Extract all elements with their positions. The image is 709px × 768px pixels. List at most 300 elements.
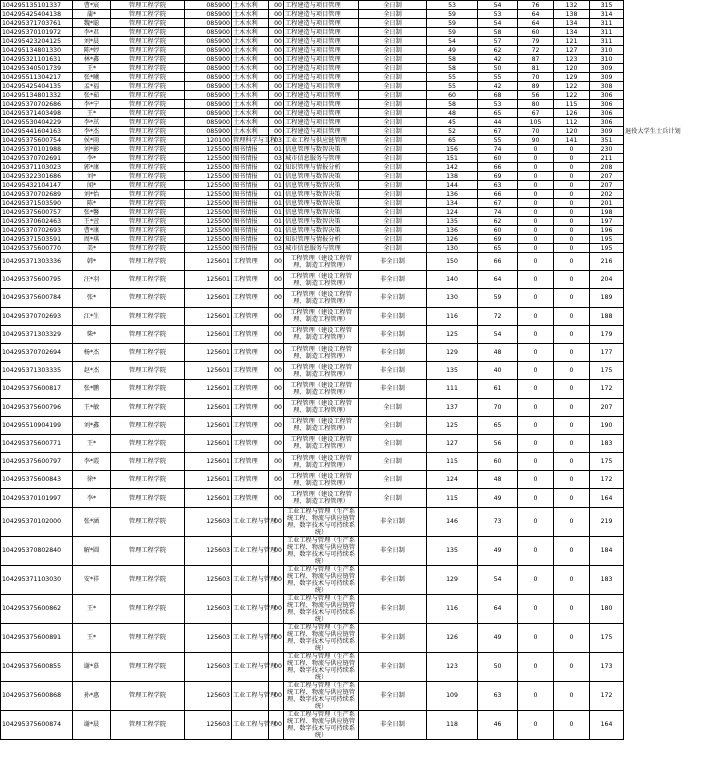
table-body [1,1,709,740]
college-name: 管理工程学院 [111,681,185,710]
major-code: 125601 [185,453,232,471]
preliminary-score-4: 127 [554,46,590,55]
preliminary-score-1: 53 [427,1,478,10]
total-score: 198 [590,208,624,217]
preliminary-score-2: 54 [478,1,518,10]
candidate-name: 安*祥 [73,565,111,594]
major-code: 125500 [185,235,232,244]
direction-code: 00 [269,55,284,64]
special-program-note [624,28,709,37]
major-code: 125500 [185,217,232,226]
table-row [1,453,709,471]
candidate-id: 104295375600868 [1,681,73,710]
candidate-name: 柴* [73,325,111,343]
preliminary-score-3: 0 [518,244,554,253]
total-score: 188 [590,307,624,325]
major-name: 图书情报 [232,190,269,199]
direction-name: 信息管理与数智决策 [284,145,359,154]
table-row [1,507,709,536]
direction-name: 工程建造与项目管理 [284,55,359,64]
table-row [1,217,709,226]
preliminary-score-3: 0 [518,489,554,507]
candidate-name: 刘*鑫 [73,416,111,434]
preliminary-score-1: 126 [427,623,478,652]
college-name: 管理工程学院 [111,1,185,10]
major-name: 土木水利 [232,109,269,118]
college-name: 管理工程学院 [111,91,185,100]
college-name: 管理工程学院 [111,226,185,235]
preliminary-score-4: 0 [554,623,590,652]
major-code: 085900 [185,109,232,118]
college-name: 管理工程学院 [111,73,185,82]
special-program-note [624,19,709,28]
preliminary-score-4: 0 [554,325,590,343]
major-code: 125500 [185,163,232,172]
preliminary-score-2: 58 [478,28,518,37]
preliminary-score-3: 0 [518,471,554,489]
direction-name: 工程管理（建设工程管理、制造工程管理） [284,253,359,271]
candidate-name: 李*霞 [73,453,111,471]
preliminary-score-1: 116 [427,307,478,325]
major-name: 工业工程与管理 [232,594,269,623]
preliminary-score-3: 0 [518,325,554,343]
preliminary-score-2: 46 [478,710,518,739]
table-row [1,136,709,145]
candidate-name: 王* [73,623,111,652]
major-code: 125601 [185,398,232,416]
preliminary-score-4: 0 [554,208,590,217]
major-name: 工程管理 [232,325,269,343]
candidate-name: 赵*杰 [73,362,111,380]
preliminary-score-3: 0 [518,145,554,154]
preliminary-score-1: 129 [427,565,478,594]
major-code: 125500 [185,199,232,208]
total-score: 306 [590,109,624,118]
total-score: 196 [590,226,624,235]
candidate-id: 104295375600757 [1,208,73,217]
college-name: 管理工程学院 [111,199,185,208]
direction-name: 工程建造与项目管理 [284,10,359,19]
preliminary-score-4: 0 [554,181,590,190]
preliminary-score-4: 0 [554,307,590,325]
major-code: 125500 [185,154,232,163]
table-row [1,145,709,154]
major-name: 工程管理 [232,271,269,289]
study-mode: 全日制 [359,37,427,46]
candidate-name: 徐* [73,471,111,489]
preliminary-score-4: 0 [554,244,590,253]
study-mode: 非全日制 [359,652,427,681]
preliminary-score-2: 62 [478,46,518,55]
candidate-id: 104295375600862 [1,594,73,623]
major-name: 工程管理 [232,343,269,361]
study-mode: 全日制 [359,109,427,118]
table-row [1,565,709,594]
college-name: 管理工程学院 [111,37,185,46]
major-name: 土木水利 [232,118,269,127]
preliminary-score-3: 0 [518,652,554,681]
college-name: 管理工程学院 [111,453,185,471]
special-program-note [624,307,709,325]
preliminary-score-4: 141 [554,136,590,145]
special-program-note [624,55,709,64]
direction-name: 知识管理与情报分析 [284,163,359,172]
major-name: 图书情报 [232,199,269,208]
college-name: 管理工程学院 [111,127,185,136]
study-mode: 全日制 [359,55,427,64]
direction-code: 03 [269,136,284,145]
special-program-note [624,507,709,536]
preliminary-score-1: 52 [427,127,478,136]
candidate-id: 104295370602463 [1,217,73,226]
special-program-note [624,594,709,623]
special-program-note [624,271,709,289]
major-code: 085900 [185,127,232,136]
college-name: 管理工程学院 [111,325,185,343]
preliminary-score-3: 0 [518,594,554,623]
table-row [1,37,709,46]
candidate-id: 104295370102000 [1,507,73,536]
major-code: 125601 [185,362,232,380]
major-name: 土木水利 [232,1,269,10]
preliminary-score-4: 0 [554,652,590,681]
preliminary-score-3: 0 [518,253,554,271]
major-name: 工程管理 [232,380,269,398]
candidate-id: 104295321101631 [1,55,73,64]
preliminary-score-4: 0 [554,289,590,307]
major-name: 工业工程与管理 [232,536,269,565]
direction-name: 信息管理与数智决策 [284,172,359,181]
preliminary-score-1: 111 [427,380,478,398]
direction-code: 00 [269,64,284,73]
direction-code: 00 [269,118,284,127]
candidate-name: 解*圆 [73,536,111,565]
college-name: 管理工程学院 [111,343,185,361]
major-code: 125500 [185,181,232,190]
total-score: 172 [590,681,624,710]
direction-name: 工程建造与项目管理 [284,37,359,46]
preliminary-score-2: 48 [478,343,518,361]
candidate-name: 王* [73,109,111,118]
preliminary-score-1: 59 [427,10,478,19]
table-row [1,127,709,136]
direction-name: 工业工程与管理（生产系统工程、物流与供应链管理、数字技术与可持续系统） [284,652,359,681]
total-score: 179 [590,325,624,343]
direction-name: 工程建造与项目管理 [284,1,359,10]
direction-code: 00 [269,710,284,739]
candidate-id: 104295375600771 [1,434,73,452]
preliminary-score-1: 140 [427,271,478,289]
special-program-note [624,1,709,10]
candidate-id: 104295375600891 [1,623,73,652]
table-row [1,208,709,217]
major-code: 125601 [185,289,232,307]
special-program-note [624,235,709,244]
preliminary-score-1: 126 [427,235,478,244]
candidate-id: 104295370802840 [1,536,73,565]
major-code: 125500 [185,172,232,181]
direction-code: 00 [269,127,284,136]
college-name: 管理工程学院 [111,190,185,199]
preliminary-score-3: 81 [518,64,554,73]
study-mode: 非全日制 [359,594,427,623]
preliminary-score-2: 48 [478,471,518,489]
total-score: 172 [590,471,624,489]
table-row [1,380,709,398]
preliminary-score-3: 0 [518,343,554,361]
candidate-name: 王* [73,594,111,623]
direction-name: 工业工程与管理（生产系统工程、物流与供应链管理、数字技术与可持续系统） [284,565,359,594]
major-code: 125601 [185,380,232,398]
college-name: 管理工程学院 [111,652,185,681]
preliminary-score-3: 0 [518,681,554,710]
table-row [1,489,709,507]
preliminary-score-4: 0 [554,398,590,416]
college-name: 管理工程学院 [111,536,185,565]
table-row [1,154,709,163]
preliminary-score-4: 0 [554,271,590,289]
direction-code: 01 [269,181,284,190]
preliminary-score-2: 54 [478,19,518,28]
total-score: 175 [590,623,624,652]
direction-code: 00 [269,91,284,100]
special-program-note [624,623,709,652]
table-row [1,681,709,710]
preliminary-score-4: 126 [554,109,590,118]
total-score: 177 [590,343,624,361]
preliminary-score-2: 49 [478,536,518,565]
direction-name: 工程建造与项目管理 [284,28,359,37]
preliminary-score-2: 64 [478,271,518,289]
preliminary-score-3: 70 [518,127,554,136]
direction-name: 工程建造与项目管理 [284,73,359,82]
direction-code: 01 [269,172,284,181]
table-row [1,271,709,289]
preliminary-score-4: 0 [554,416,590,434]
preliminary-score-4: 0 [554,199,590,208]
study-mode: 非全日制 [359,253,427,271]
direction-name: 工业工程与管理（生产系统工程、物流与供应链管理、数字技术与可持续系统） [284,536,359,565]
total-score: 204 [590,271,624,289]
total-score: 315 [590,1,624,10]
preliminary-score-1: 125 [427,325,478,343]
preliminary-score-2: 63 [478,681,518,710]
candidate-name: 刘*影 [73,145,111,154]
preliminary-score-4: 122 [554,91,590,100]
preliminary-score-3: 0 [518,434,554,452]
candidate-name: 李*君 [73,28,111,37]
preliminary-score-2: 66 [478,163,518,172]
direction-name: 工程管理（建设工程管理、制造工程管理） [284,307,359,325]
preliminary-score-2: 61 [478,380,518,398]
study-mode: 全日制 [359,416,427,434]
direction-code: 01 [269,208,284,217]
direction-code: 00 [269,398,284,416]
direction-name: 知识管理与情报分析 [284,235,359,244]
major-name: 土木水利 [232,46,269,55]
study-mode: 非全日制 [359,289,427,307]
candidate-name: 王* [73,434,111,452]
major-code: 085900 [185,19,232,28]
candidate-name: 陈* [73,199,111,208]
total-score: 173 [590,652,624,681]
table-row [1,10,709,19]
preliminary-score-4: 0 [554,453,590,471]
special-program-note: 退役大学生士兵计划 [625,127,681,135]
preliminary-score-1: 58 [427,55,478,64]
college-name: 管理工程学院 [111,163,185,172]
preliminary-score-3: 0 [518,380,554,398]
direction-code: 00 [269,37,284,46]
study-mode: 全日制 [359,127,427,136]
study-mode: 全日制 [359,145,427,154]
major-code: 125500 [185,145,232,154]
total-score: 207 [590,181,624,190]
major-code: 125603 [185,536,232,565]
major-code: 125603 [185,565,232,594]
preliminary-score-2: 72 [478,307,518,325]
preliminary-score-2: 55 [478,73,518,82]
preliminary-score-2: 65 [478,416,518,434]
direction-code: 00 [269,82,284,91]
preliminary-score-1: 134 [427,199,478,208]
direction-code: 00 [269,109,284,118]
study-mode: 非全日制 [359,710,427,739]
preliminary-score-2: 50 [478,652,518,681]
direction-name: 工程建造与项目管理 [284,109,359,118]
candidate-id: 104295370101988 [1,145,73,154]
direction-name: 信息管理与数智决策 [284,226,359,235]
candidate-id: 104295371703761 [1,19,73,28]
candidate-id: 104295375600754 [1,136,73,145]
total-score: 309 [590,127,624,136]
preliminary-score-2: 66 [478,253,518,271]
total-score: 172 [590,380,624,398]
college-name: 管理工程学院 [111,362,185,380]
major-code: 125500 [185,226,232,235]
study-mode: 全日制 [359,181,427,190]
major-name: 工程管理 [232,289,269,307]
candidate-name: 王*萱 [73,217,111,226]
study-mode: 全日制 [359,64,427,73]
major-name: 工业工程与管理 [232,623,269,652]
candidate-name: 郭*康 [73,163,111,172]
preliminary-score-1: 130 [427,244,478,253]
preliminary-score-1: 60 [427,91,478,100]
candidate-name: 李* [73,154,111,163]
candidate-id: 104295432104147 [1,181,73,190]
preliminary-score-2: 50 [478,64,518,73]
table-row [1,235,709,244]
candidate-name: 侯*雨 [73,136,111,145]
candidate-id: 104295371303336 [1,253,73,271]
college-name: 管理工程学院 [111,271,185,289]
major-code: 085900 [185,10,232,19]
college-name: 管理工程学院 [111,64,185,73]
study-mode: 非全日制 [359,307,427,325]
table-row [1,19,709,28]
major-code: 125603 [185,681,232,710]
candidate-name: 曹*康 [73,226,111,235]
direction-code: 00 [269,471,284,489]
preliminary-score-3: 0 [518,507,554,536]
study-mode: 全日制 [359,190,427,199]
preliminary-score-4: 0 [554,565,590,594]
major-code: 125603 [185,710,232,739]
special-program-note [624,471,709,489]
study-mode: 全日制 [359,1,427,10]
preliminary-score-2: 53 [478,10,518,19]
direction-code: 00 [269,380,284,398]
preliminary-score-1: 125 [427,416,478,434]
preliminary-score-2: 42 [478,82,518,91]
major-name: 图书情报 [232,208,269,217]
direction-name: 工程建造与项目管理 [284,118,359,127]
direction-code: 00 [269,681,284,710]
preliminary-score-1: 124 [427,471,478,489]
preliminary-score-3: 0 [518,172,554,181]
direction-name: 工业工程与管理（生产系统工程、物流与供应链管理、数字技术与可持续系统） [284,710,359,739]
candidate-id: 104295375600797 [1,453,73,471]
special-program-note [624,181,709,190]
preliminary-score-4: 129 [554,73,590,82]
college-name: 管理工程学院 [111,55,185,64]
total-score: 201 [590,199,624,208]
preliminary-score-4: 0 [554,507,590,536]
direction-code: 00 [269,565,284,594]
total-score: 207 [590,398,624,416]
direction-code: 00 [269,1,284,10]
preliminary-score-2: 64 [478,594,518,623]
direction-code: 00 [269,453,284,471]
major-code: 125603 [185,652,232,681]
direction-code: 00 [269,100,284,109]
college-name: 管理工程学院 [111,19,185,28]
study-mode: 全日制 [359,163,427,172]
major-name: 工程管理 [232,453,269,471]
direction-name: 工程管理（建设工程管理、制造工程管理） [284,289,359,307]
preliminary-score-2: 66 [478,190,518,199]
candidate-id: 104295425404135 [1,82,73,91]
total-score: 230 [590,145,624,154]
major-code: 085900 [185,82,232,91]
major-code: 085900 [185,100,232,109]
preliminary-score-2: 49 [478,489,518,507]
preliminary-score-2: 65 [478,109,518,118]
table-row [1,55,709,64]
special-program-note [624,652,709,681]
candidate-id: 104295375600784 [1,289,73,307]
special-program-note [624,172,709,181]
candidate-id: 104295370101972 [1,28,73,37]
preliminary-score-4: 0 [554,681,590,710]
total-score: 309 [590,73,624,82]
preliminary-score-1: 127 [427,434,478,452]
preliminary-score-2: 73 [478,507,518,536]
preliminary-score-2: 60 [478,154,518,163]
total-score: 311 [590,28,624,37]
table-row [1,398,709,416]
table-row [1,1,709,10]
direction-code: 00 [269,325,284,343]
candidate-name: 孟*福 [73,82,111,91]
major-name: 土木水利 [232,73,269,82]
major-code: 125601 [185,271,232,289]
study-mode: 全日制 [359,10,427,19]
preliminary-score-2: 54 [478,565,518,594]
preliminary-score-4: 138 [554,10,590,19]
special-program-note [624,565,709,594]
